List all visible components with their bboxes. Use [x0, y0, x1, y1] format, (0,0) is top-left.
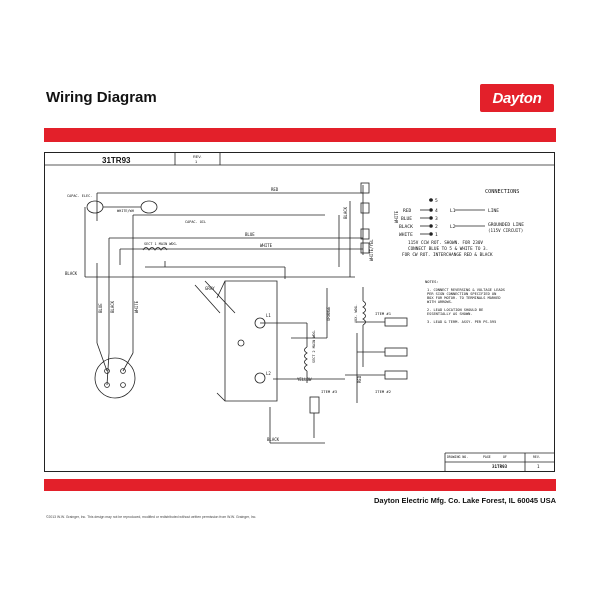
drawing-no-value: 31TR93: [492, 464, 508, 469]
label-aux-wdg: AUX. WDG.: [354, 304, 358, 323]
rev-label-top: REV.: [193, 155, 202, 159]
rotation-note-line-2: CONNECT BLUE TO 5 & WHITE TO 3.: [408, 247, 489, 252]
conn-l1-label: L1: [450, 209, 456, 214]
conn-wire-blue: BLUE: [401, 217, 413, 222]
label-blue-wire: BLUE: [245, 232, 255, 237]
wiring-diagram: [45, 153, 554, 471]
label-black-wire-bottom: BLACK: [267, 437, 280, 442]
top-red-bar: [44, 128, 556, 142]
note-1-line-1: 1. CONNECT REVERSING & VOLTAGE LEADS: [427, 288, 505, 292]
label-capac-oil: CAPAC. OIL: [185, 220, 207, 224]
note-2-line-2: ESSENTIALLY AS SHOWN.: [427, 312, 473, 316]
conn-l2-sub: (115V CIRCUIT): [488, 228, 524, 233]
notes-title: NOTES:: [425, 279, 439, 284]
conn-l1-text: LINE: [488, 209, 500, 214]
rev-value-bottom: 1: [537, 464, 540, 469]
label-red-vertical: RED: [357, 375, 362, 383]
rotation-note-line-1: 115V CCW ROT. SHOWN. FOR 230V: [408, 241, 484, 246]
page-label: PAGE: [483, 455, 491, 459]
label-item1: ITEM #1: [375, 311, 392, 316]
conn-wire-white: WHITE: [399, 233, 413, 238]
note-3-line-1: 3. LEAD & TERM. ASSY. PER PS-595: [427, 320, 497, 324]
label-white-yellow: WHITE/YEL: [369, 239, 374, 261]
label-blue-vertical: BLUE: [98, 303, 103, 313]
label-black-vertical: BLACK: [110, 300, 115, 313]
label-white-vertical: WHITE: [134, 300, 139, 313]
note-1-line-2: PER SIGN CONNECTION SPECIFIED ON: [427, 292, 497, 296]
label-item3: ITEM #3: [321, 389, 338, 394]
conn-terminal-3: 3: [435, 217, 438, 222]
bottom-red-bar: [44, 479, 556, 491]
label-capac-elec: CAPAC. ELEC.: [67, 194, 93, 198]
label-black-top-right: BLACK: [343, 206, 348, 219]
label-l2: L2: [266, 371, 271, 376]
conn-terminal-1: 1: [435, 233, 438, 238]
conn-terminal-2: 2: [435, 225, 438, 230]
conn-l2-label: L2: [450, 225, 456, 230]
connections-title: CONNECTIONS: [485, 189, 520, 195]
logo-text: Dayton: [492, 89, 542, 107]
label-black-wire-left: BLACK: [65, 271, 78, 276]
drawing-no-label: DRAWING NO.: [447, 455, 469, 459]
rev-label-bottom: REV.: [533, 455, 541, 459]
rotation-note-line-3: FOR CW ROT. INTERCHANGE RED & BLACK: [402, 253, 493, 258]
note-1-line-3: BOX FOR MOTOR. TO TERMINALS MARKED: [427, 296, 501, 300]
page-title: Wiring Diagram: [46, 89, 157, 106]
label-white-wire: WHITE: [260, 243, 273, 248]
drawing-sheet: [44, 152, 555, 472]
label-item2: ITEM #2: [375, 389, 392, 394]
footer-company: Dayton Electric Mfg. Co. Lake Forest, IL 60045 USA: [374, 496, 556, 505]
label-sect1-main-wdg: SECT 1 MAIN WDG.: [144, 242, 178, 246]
label-gray-wire: GRAY: [205, 286, 215, 291]
label-red-wire: RED: [271, 187, 279, 192]
label-white-right: WHITE: [394, 210, 399, 223]
conn-l2-text: GROUNDED LINE: [488, 223, 524, 228]
label-white-wh: WHITE/WH: [117, 209, 134, 213]
label-orange-wire: ORANGE: [326, 306, 331, 321]
label-l1: L1: [266, 313, 271, 318]
label-yellow-wire: YELLOW: [297, 377, 312, 382]
of-label: OF: [503, 455, 507, 459]
conn-terminal-5: 5: [435, 199, 438, 204]
drawing-id: 31TR93: [102, 156, 131, 165]
conn-wire-red: RED: [403, 209, 412, 214]
note-1-line-4: WITH ARROWS.: [427, 300, 453, 304]
conn-terminal-4: 4: [435, 209, 438, 214]
dayton-logo: [480, 84, 554, 112]
rev-value-top: 1: [195, 159, 198, 164]
copyright-notice: ©2013 W.W. Grainger, Inc. This design may not be reproduced, modified or redistributed without written permission from W.W. Grainger, Inc.: [46, 515, 257, 519]
label-sect2-main-wdg: SECT 2 MAIN WDG.: [312, 329, 316, 363]
conn-wire-black: BLACK: [399, 225, 413, 230]
note-2-line-1: 2. LEAD LOCATION SHOULD BE: [427, 308, 484, 312]
